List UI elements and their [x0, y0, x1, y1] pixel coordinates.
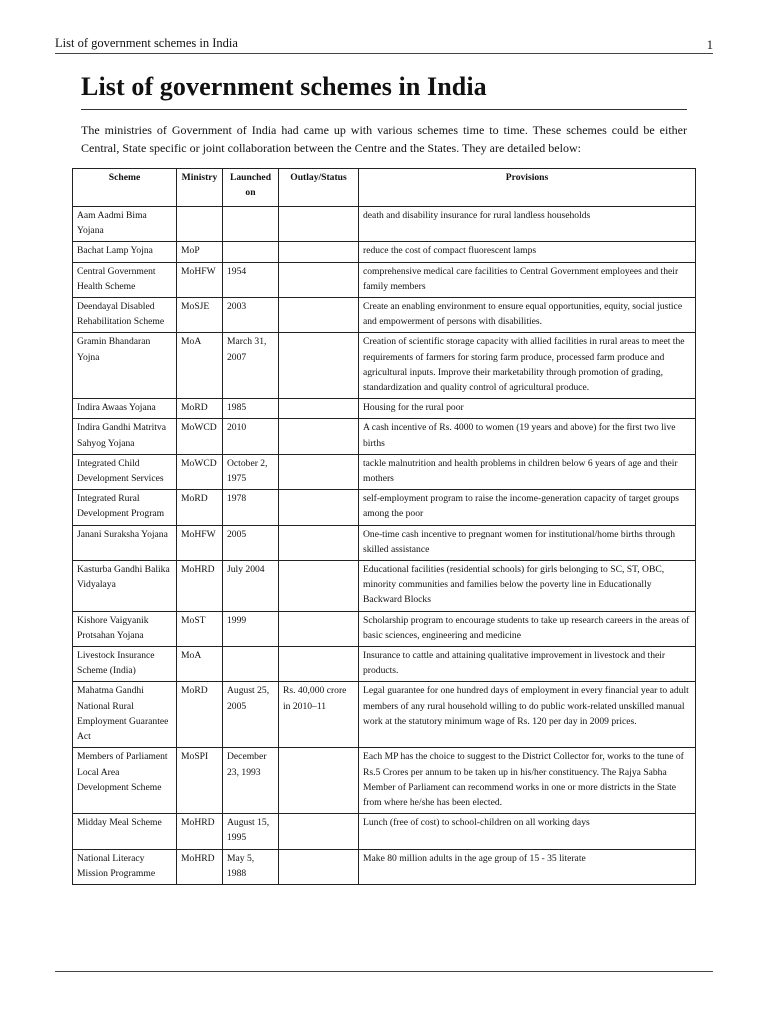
provisions-cell: A cash incentive of Rs. 4000 to women (19 years and above) for the first two live births: [359, 419, 696, 454]
scheme-name-cell: Central Government Health Scheme: [73, 262, 177, 297]
ministry-cell: MoHRD: [177, 849, 223, 884]
outlay-status-cell: Rs. 40,000 crore in 2010–11: [279, 682, 359, 748]
launched-on-cell: 2003: [223, 298, 279, 333]
provisions-cell: self-employment program to raise the income-generation capacity of target groups among the poor: [359, 490, 696, 525]
table-row: [73, 333, 696, 399]
launched-on-cell: July 2004: [223, 561, 279, 612]
scheme-name-cell: National Literacy Mission Programme: [73, 849, 177, 884]
scheme-name-cell: Midday Meal Scheme: [73, 814, 177, 849]
scheme-name-cell: Indira Awaas Yojana: [73, 399, 177, 419]
schemes-table: [72, 168, 696, 885]
table-row: [73, 490, 696, 525]
ministry-cell: MoHRD: [177, 814, 223, 849]
provisions-cell: Lunch (free of cost) to school-children on all working days: [359, 814, 696, 849]
ministry-cell: MoSJE: [177, 298, 223, 333]
launched-on-cell: March 31, 2007: [223, 333, 279, 399]
outlay-status-cell: [279, 207, 359, 242]
provisions-cell: Insurance to cattle and attaining qualitative improvement in livestock and their products.: [359, 647, 696, 682]
launched-on-cell: [223, 207, 279, 242]
table-row: [73, 242, 696, 262]
launched-on-cell: 2010: [223, 419, 279, 454]
launched-on-cell: December 23, 1993: [223, 748, 279, 814]
outlay-status-cell: [279, 490, 359, 525]
provisions-cell: death and disability insurance for rural landless households: [359, 207, 696, 242]
ministry-cell: MoHRD: [177, 561, 223, 612]
launched-on-cell: [223, 242, 279, 262]
table-row: [73, 399, 696, 419]
ministry-cell: MoWCD: [177, 454, 223, 489]
provisions-cell: Educational facilities (residential schools) for girls belonging to SC, ST, OBC, minority communities and families below the poverty line in Educationally Backward Blocks: [359, 561, 696, 612]
page-title: List of government schemes in India: [81, 72, 487, 101]
launched-on-cell: 1999: [223, 611, 279, 646]
outlay-status-cell: [279, 525, 359, 560]
outlay-status-cell: [279, 849, 359, 884]
ministry-cell: MoHFW: [177, 525, 223, 560]
provisions-cell: reduce the cost of compact fluorescent lamps: [359, 242, 696, 262]
ministry-cell: MoST: [177, 611, 223, 646]
table-header-row: [73, 169, 696, 207]
column-header-provisions: Provisions: [359, 169, 696, 207]
outlay-status-cell: [279, 454, 359, 489]
ministry-cell: MoRD: [177, 490, 223, 525]
table-row: [73, 419, 696, 454]
provisions-cell: Legal guarantee for one hundred days of employment in every financial year to adult members of any rural household willing to do public work-related unskilled manual work at the statutory minimum wage of Rs. 120 per day in 2009 prices.: [359, 682, 696, 748]
header-rule: [55, 53, 713, 54]
provisions-cell: One-time cash incentive to pregnant women for institutional/home births through skilled assistance: [359, 525, 696, 560]
column-header-scheme: Scheme: [73, 169, 177, 207]
outlay-status-cell: [279, 611, 359, 646]
outlay-status-cell: [279, 333, 359, 399]
scheme-name-cell: Gramin Bhandaran Yojna: [73, 333, 177, 399]
ministry-cell: MoP: [177, 242, 223, 262]
column-header-outlay-status: Outlay/Status: [279, 169, 359, 207]
launched-on-cell: 1954: [223, 262, 279, 297]
ministry-cell: MoWCD: [177, 419, 223, 454]
table-row: [73, 561, 696, 612]
provisions-cell: comprehensive medical care facilities to Central Government employees and their family members: [359, 262, 696, 297]
scheme-name-cell: Integrated Child Development Services: [73, 454, 177, 489]
table-body: [73, 207, 696, 885]
outlay-status-cell: [279, 242, 359, 262]
scheme-name-cell: Integrated Rural Development Program: [73, 490, 177, 525]
ministry-cell: MoSPI: [177, 748, 223, 814]
ministry-cell: MoRD: [177, 682, 223, 748]
scheme-name-cell: Kasturba Gandhi Balika Vidyalaya: [73, 561, 177, 612]
outlay-status-cell: [279, 814, 359, 849]
footer-rule: [55, 971, 713, 972]
table-row: [73, 298, 696, 333]
table-row: [73, 525, 696, 560]
outlay-status-cell: [279, 262, 359, 297]
ministry-cell: MoRD: [177, 399, 223, 419]
scheme-name-cell: Bachat Lamp Yojna: [73, 242, 177, 262]
running-header: [55, 36, 713, 54]
ministry-cell: MoA: [177, 333, 223, 399]
launched-on-cell: August 15, 1995: [223, 814, 279, 849]
table-row: [73, 207, 696, 242]
title-rule: [81, 109, 687, 110]
intro-paragraph: The ministries of Government of India had came up with various schemes time to time. These schemes could be either Central, State specific or joint collaboration between the Centre and the States. They are detailed below:: [81, 123, 687, 155]
column-header-ministry: Ministry: [177, 169, 223, 207]
provisions-cell: Each MP has the choice to suggest to the District Collector for, works to the tune of Rs.5 Crores per annum to be taken up in his/her constituency. The Rajya Sabha Member of Parliament can recommend works in one or more districts in the State from where he/she has been elected.: [359, 748, 696, 814]
outlay-status-cell: [279, 419, 359, 454]
provisions-cell: Housing for the rural poor: [359, 399, 696, 419]
scheme-name-cell: Livestock Insurance Scheme (India): [73, 647, 177, 682]
provisions-cell: Make 80 million adults in the age group of 15 - 35 literate: [359, 849, 696, 884]
outlay-status-cell: [279, 561, 359, 612]
launched-on-cell: 2005: [223, 525, 279, 560]
launched-on-cell: October 2, 1975: [223, 454, 279, 489]
launched-on-cell: 1978: [223, 490, 279, 525]
provisions-cell: tackle malnutrition and health problems in children below 6 years of age and their mothers: [359, 454, 696, 489]
launched-on-cell: 1985: [223, 399, 279, 419]
launched-on-cell: August 25, 2005: [223, 682, 279, 748]
scheme-name-cell: Indira Gandhi Matritva Sahyog Yojana: [73, 419, 177, 454]
provisions-cell: Create an enabling environment to ensure equal opportunities, equity, social justice and empowerment of persons with disabilities.: [359, 298, 696, 333]
ministry-cell: MoHFW: [177, 262, 223, 297]
table-row: [73, 262, 696, 297]
scheme-name-cell: Deendayal Disabled Rehabilitation Scheme: [73, 298, 177, 333]
outlay-status-cell: [279, 298, 359, 333]
running-header-title: List of government schemes in India: [55, 36, 238, 50]
table-row: [73, 814, 696, 849]
provisions-cell: Scholarship program to encourage students to take up research careers in the areas of basic sciences, engineering and medicine: [359, 611, 696, 646]
scheme-name-cell: Members of Parliament Local Area Development Scheme: [73, 748, 177, 814]
table-row: [73, 748, 696, 814]
table-row: [73, 647, 696, 682]
scheme-name-cell: Kishore Vaigyanik Protsahan Yojana: [73, 611, 177, 646]
outlay-status-cell: [279, 399, 359, 419]
provisions-cell: Creation of scientific storage capacity with allied facilities in rural areas to meet the requirements of farmers for storing farm produce, processed farm produce and agricultural inputs. Improve their marketability through promotion of grading, standardization and quality control of agricultural produce.: [359, 333, 696, 399]
launched-on-cell: [223, 647, 279, 682]
outlay-status-cell: [279, 748, 359, 814]
page-number: 1: [706, 38, 713, 52]
table-row: [73, 849, 696, 884]
launched-on-cell: May 5, 1988: [223, 849, 279, 884]
table-row: [73, 611, 696, 646]
table-row: [73, 454, 696, 489]
scheme-name-cell: Janani Suraksha Yojana: [73, 525, 177, 560]
column-header-launched-on: Launched on: [223, 169, 279, 207]
table-row: [73, 682, 696, 748]
outlay-status-cell: [279, 647, 359, 682]
ministry-cell: [177, 207, 223, 242]
ministry-cell: MoA: [177, 647, 223, 682]
scheme-name-cell: Mahatma Gandhi National Rural Employment Guarantee Act: [73, 682, 177, 748]
scheme-name-cell: Aam Aadmi Bima Yojana: [73, 207, 177, 242]
